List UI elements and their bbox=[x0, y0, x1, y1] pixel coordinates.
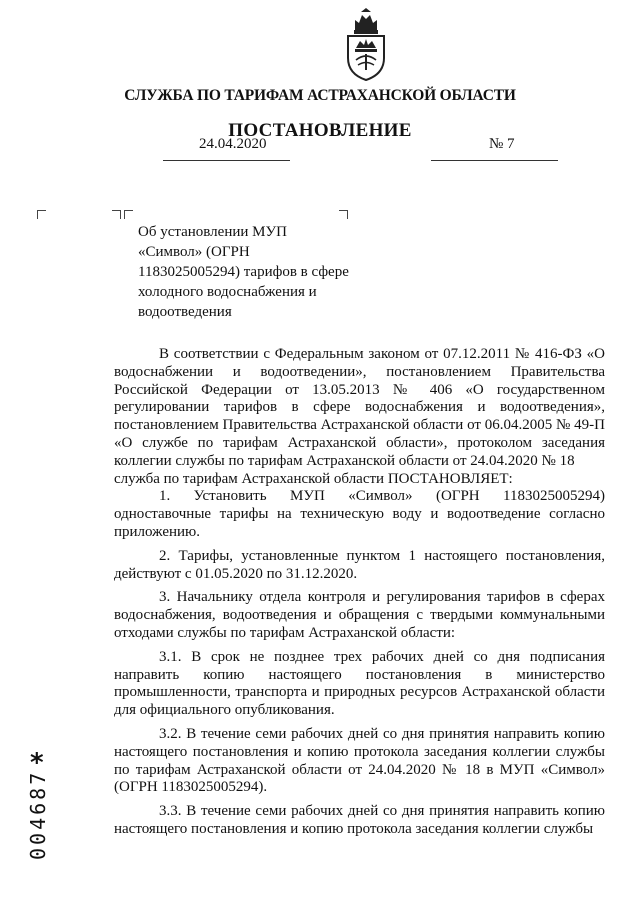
subject-corner-mark-top-left-a bbox=[112, 210, 121, 219]
subject-line: 1183025005294) тарифов в сфере bbox=[138, 264, 349, 280]
document-number: № 7 bbox=[489, 136, 515, 152]
clause-1: 1. Установить МУП «Символ» (ОГРН 1183025005294) одноставочные тарифы на техническую воду и водоотведение согласно приложению. bbox=[114, 488, 605, 540]
date-underline bbox=[163, 160, 290, 161]
clause-3: 3. Начальнику отдела контроля и регулирования тарифов в сферах водоснабжения, водоотведения и обращения с твердыми коммунальными отходами службы по тарифам Астраханской области: bbox=[114, 589, 605, 641]
document-type-title: ПОСТАНОВЛЕНИЕ bbox=[228, 120, 412, 141]
side-stamp-mark: * bbox=[30, 748, 44, 778]
subject-corner-mark-top-left-b bbox=[124, 210, 133, 219]
corner-mark-left bbox=[37, 210, 46, 219]
side-stamp-number: 004687 bbox=[26, 769, 50, 860]
document-body bbox=[114, 346, 605, 839]
clause-3-1: 3.1. В срок не позднее трех рабочих дней со дня подписания направить копию настоящего постановления в министерство промышленности, транспорта и природных ресурсов Астраханской области для официального опубликования. bbox=[114, 648, 605, 719]
clause-3-3: 3.3. В течение семи рабочих дней со дня принятия направить копию настоящего постановления и копию протокола заседания коллегии службы bbox=[114, 803, 605, 837]
subject-corner-mark-top-right bbox=[339, 210, 348, 219]
subject-line: «Символ» (ОГРН bbox=[138, 244, 250, 260]
clause-2: 2. Тарифы, установленные пунктом 1 настоящего постановления, действуют с 01.05.2020 по 31.12.2020. bbox=[114, 547, 605, 582]
preamble-paragraph: В соответствии с Федеральным законом от 07.12.2011 № 416-ФЗ «О водоснабжении и водоотведении», постановлением Правительства Российской Федерации от 13.05.2013 № 406 «О государственном регулировании тарифов в сфере водоснабжения и водоотведения», постановлением Правительства Астраханской области от 06.04.2005 № 49-П «О службе по тарифам Астраханской области», протоколом заседания коллегии службы по тарифам Астраханской области от 24.04.2020 № 18 bbox=[114, 346, 605, 469]
subject-line: холодного водоснабжения и bbox=[138, 284, 317, 300]
number-underline bbox=[431, 160, 558, 161]
subject-line: водоотведения bbox=[138, 304, 232, 320]
coat-of-arms-emblem bbox=[341, 8, 391, 82]
resolves-line: служба по тарифам Астраханской области ПОСТАНОВЛЯЕТ: bbox=[114, 470, 513, 487]
document-subject bbox=[138, 222, 388, 322]
subject-line: Об установлении МУП bbox=[138, 224, 287, 240]
clause-3-2: 3.2. В течение семи рабочих дней со дня принятия направить копию настоящего постановления и копию протокола заседания коллегии службы по тарифам Астраханской области от 24.04.2020 № 18 в МУП «Символ» (ОГРН 1183025005294). bbox=[114, 725, 605, 796]
organization-title: СЛУЖБА ПО ТАРИФАМ АСТРАХАНСКОЙ ОБЛАСТИ bbox=[124, 87, 516, 104]
document-date: 24.04.2020 bbox=[199, 136, 267, 152]
